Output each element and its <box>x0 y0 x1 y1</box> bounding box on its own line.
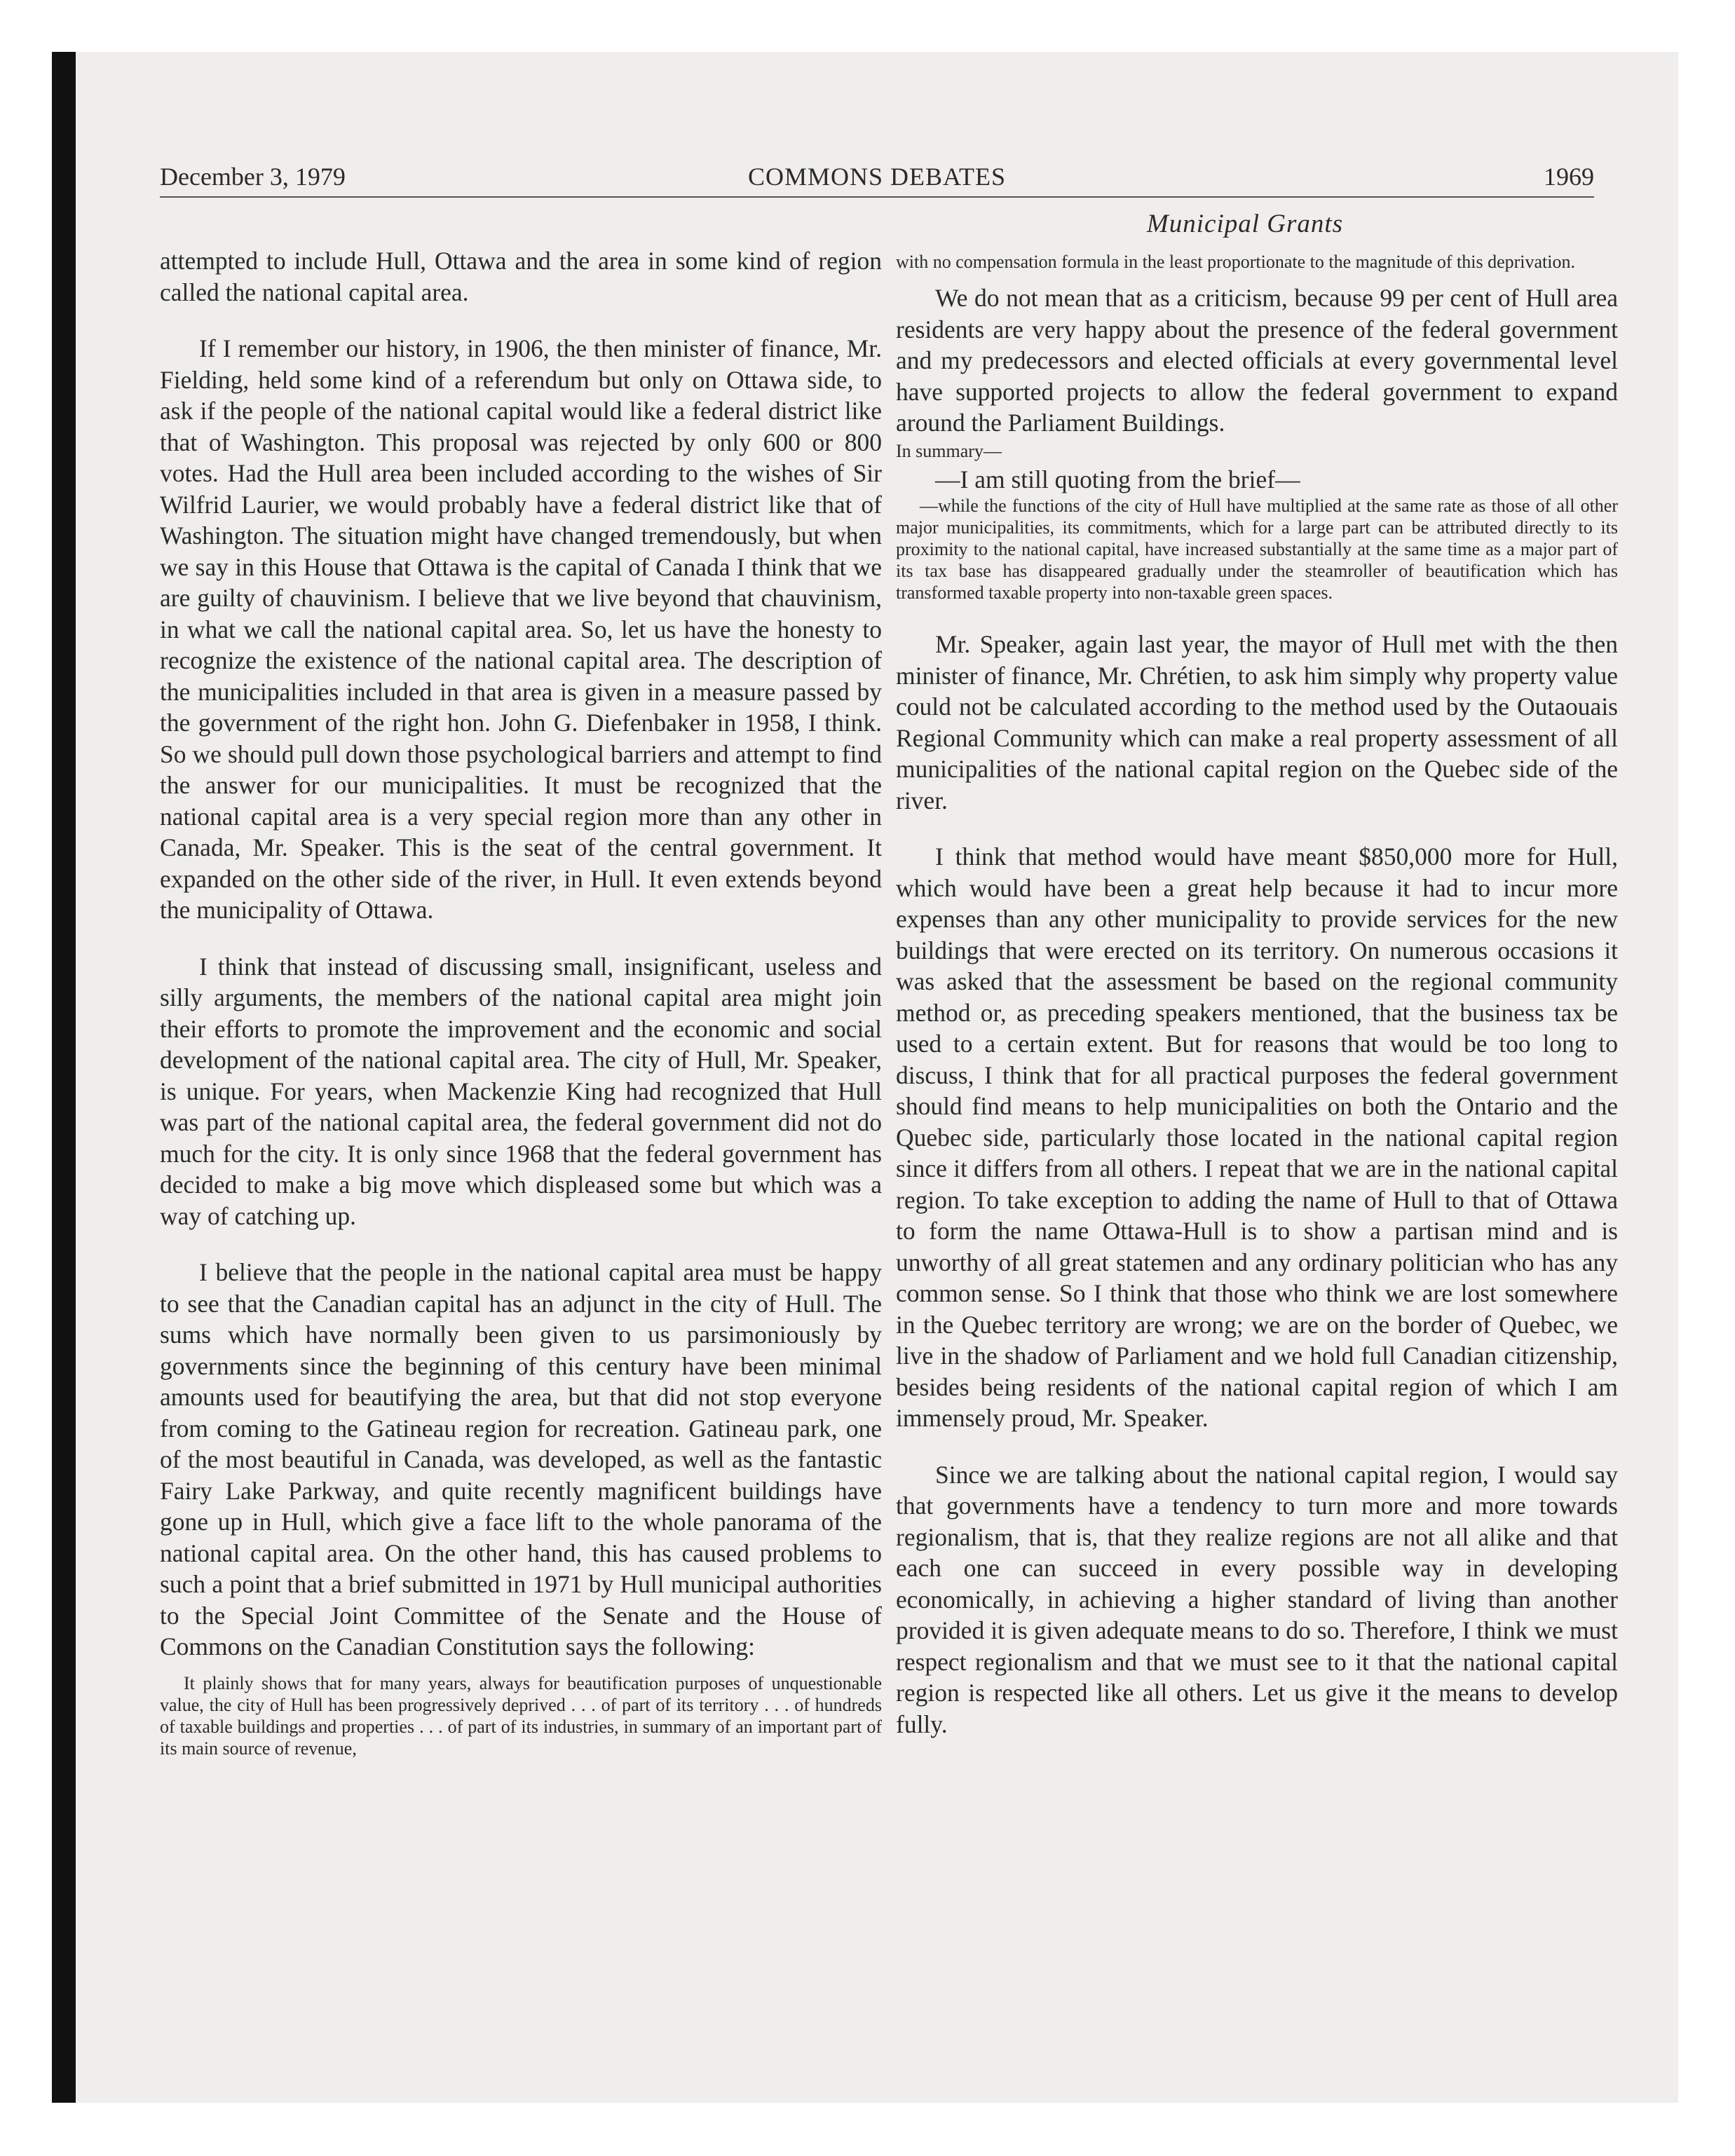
in-summary-line: In summary— <box>896 440 1002 461</box>
page-number: 1969 <box>1544 163 1594 191</box>
paragraph: We do not mean that as a criticism, because 99 per cent of Hull area residents are very happy about the presence of the federal government and my predecessors and elected officials at every governmental level have supported projects to allow the federal government to expand around the Parliament Buildings. <box>896 284 1618 437</box>
header-title: COMMONS DEBATES <box>747 163 1007 191</box>
paragraph: Since we are talking about the national capital region, I would say that governments have a tendency to turn more and more towards regionalism, that is, that they realize regions are not all alike and that each one can succeed in every possible way in developing economically, in achieving a higher standard of living than another provided it is given adequate means to do so. Therefore, I think we must respect regionalism and that we must see to it that the national capital region is respected like all others. Let us give it the means to develop fully. <box>896 1460 1618 1738</box>
block-quote: It plainly shows that for many years, always for beautification purposes of unquestionable value, the city of Hull has been progressively deprived . . . of part of its territory . . . of hundreds of taxable buildings and properties . . . of part of its industries, in summary of an important part of its main source of revenue, <box>160 1672 882 1759</box>
header-date: December 3, 1979 <box>160 163 346 191</box>
right-column <box>896 251 1618 1740</box>
left-column <box>160 245 882 1759</box>
paragraph: Mr. Speaker, again last year, the mayor of Hull met with the then minister of finance, Mr. Chrétien, to ask him simply why property value could not be calculated according to the method used by the Outaouais Regional Community which can make a real property assessment of all municipalities of the national capital region on the Quebec side of the river. <box>896 630 1618 814</box>
paragraph: I think that method would have meant $850,000 more for Hull, which would have been a great help because it had to incur more expenses than any other municipality to provide services for the new buildings that were erected on its territory. On numerous occasions it was asked that the assessment be based on the regional community method or, as preceding speakers mentioned, that the business tax be used to a certain extent. But for reasons that would be too long to discuss, I think that for all practical purposes the federal government should find means to help municipalities on both the Ontario and the Quebec side, particularly those located in the national capital region since it differs from all others. I repeat that we are in the national capital region. To take exception to adding the name of Hull to that of Ottawa to form the name Ottawa-Hull is to show a partisan mind and is unworthy of all great statemen and any ordinary politician who has any common sense. So I think that those who think we are lost somewhere in the Quebec territory are wrong; we are on the border of Quebec, we live in the shadow of Parliament and we hold full Canadian citizenship, besides being residents of the national capital region of which I am immensely proud, Mr. Speaker. <box>896 842 1618 1432</box>
paragraph: attempted to include Hull, Ottawa and the area in some kind of region called the national capital area. <box>160 247 882 306</box>
scan-border <box>52 52 76 2103</box>
block-quote-continued: with no compensation formula in the least proportionate to the magnitude of this deprivation. <box>896 252 1576 272</box>
paragraph: I believe that the people in the national capital area must be happy to see that the Canadian capital has an adjunct in the city of Hull. The sums which have normally been given to us parsimoniously by governments since the beginning of this century have been minimal amounts used for beautifying the area, but that did not stop everyone from coming to the Gatineau region for recreation. Gatineau park, one of the most beautiful in Canada, was developed, as well as the fantastic Fairy Lake Parkway, and quite recently magnificent buildings have gone up in Hull, which give a face lift to the whole panorama of the national capital area. On the other hand, this has caused problems to such a point that a brief submitted in 1971 by Hull municipal authorities to the Special Joint Committee of the Senate and the House of Commons on the Canadian Constitution says the following: <box>160 1258 882 1660</box>
block-quote: —while the functions of the city of Hull have multiplied at the same rate as those of all other major municipalities, its commitments, which for a large part can be attributed directly to its proximity to the national capital, have increased substantially at the same time as a major part of its tax base has disappeared gradually under the steamroller of beautification which has transformed taxable property into non-taxable green spaces. <box>896 496 1618 603</box>
paragraph: —I am still quoting from the brief— <box>935 465 1300 493</box>
paragraph: If I remember our history, in 1906, the then minister of finance, Mr. Fielding, held some kind of a referendum but only on Ottawa side, to ask if the people of the national capital would like a federal district like that of Washington. This proposal was rejected by only 600 or 800 votes. Had the Hull area been included according to the wishes of Sir Wilfrid Laurier, we would probably have a federal district like that of Washington. The situation might have changed tremendously, but when we say in this House that Ottawa is the capital of Canada I think that we are guilty of chauvinism. I believe that we live beyond that chauvinism, in what we call the national capital area. So, let us have the honesty to recognize the existence of the national capital area. The description of the municipalities included in that area is given in a measure passed by the government of the right hon. John G. Diefenbaker in 1958, I think. So we should pull down those psychological barriers and attempt to find the answer for our municipalities. It must be recognized that the national capital area is a very special region more than any other in Canada, Mr. Speaker. This is the seat of the central government. It expanded on the other side of the river, in Hull. It even extends beyond the municipality of Ottawa. <box>160 334 882 924</box>
section-title: Municipal Grants <box>1146 210 1344 238</box>
paragraph: I think that instead of discussing small, insignificant, useless and silly arguments, the members of the national capital area might join their efforts to promote the improvement and the economic and social development of the national capital area. The city of Hull, Mr. Speaker, is unique. For years, when Mackenzie King had recognized that Hull was part of the national capital area, the federal government did not do much for the city. It is only since 1968 that the federal government has decided to make a big move which displeased some but which was a way of catching up. <box>160 952 882 1230</box>
header-rule <box>160 196 1594 198</box>
page-header <box>160 158 1594 195</box>
